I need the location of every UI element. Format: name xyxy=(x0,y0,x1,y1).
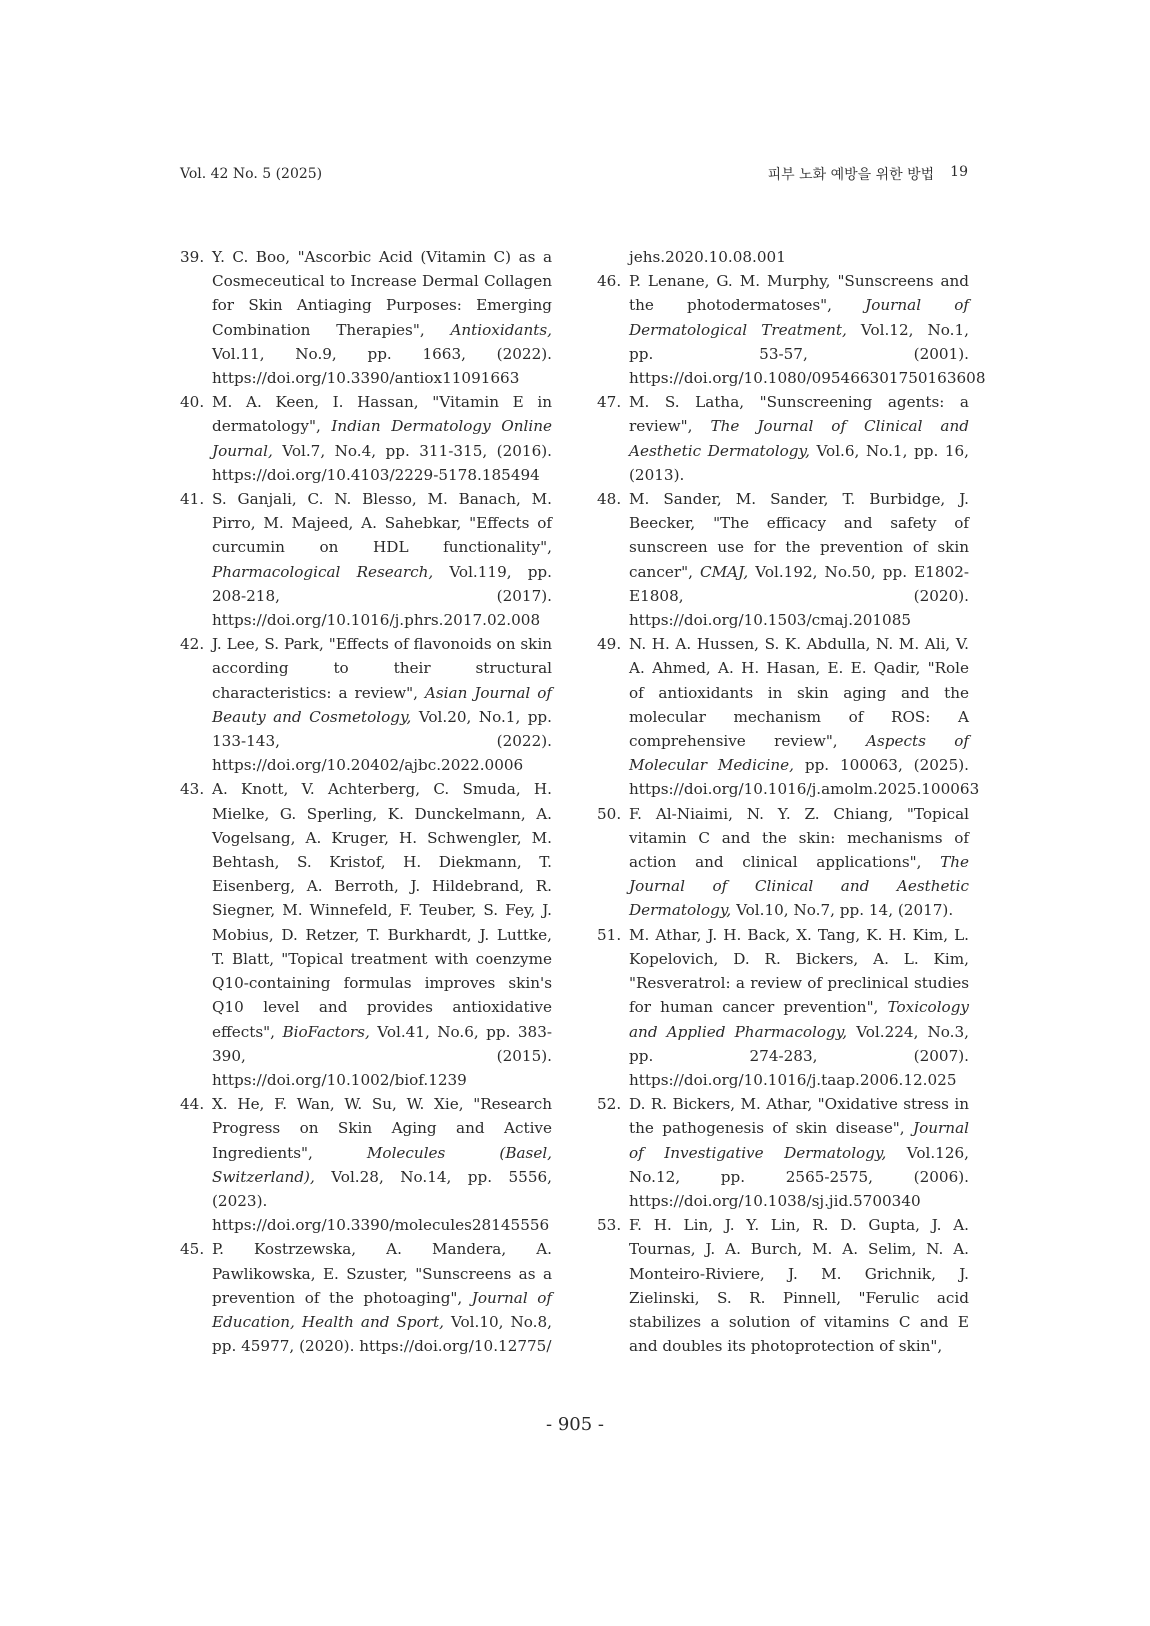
reference-50: 50. F. Al-Niaimi, N. Y. Z. Chiang, "Topical vitamin C and the skin: mechanisms of action and clinical applications", The Journal of Clinical and Aesthetic Dermatology, Vol.10, No.7, pp. 14, (2017). xyxy=(597,804,969,920)
reference-52: 52. D. R. Bickers, M. Athar, "Oxidative stress in the pathogenesis of skin disease", Journal of Investigative Dermatology, Vol.126, No.12, pp. 2565-2575, (2006). https://doi.org/10.1038/sj.jid.5700340 xyxy=(597,1095,969,1210)
reference-47: 47. M. S. Latha, "Sunscreening agents: a review", The Journal of Clinical and Aesthetic Dermatology, Vol.6, No.1, pp. 16, (2013). xyxy=(597,393,969,484)
running-title: 피부 노화 예방을 위한 방법 xyxy=(767,167,935,183)
reference-column-left xyxy=(180,245,552,1358)
reference-44: 44. X. He, F. Wan, W. Su, W. Xie, "Research Progress on Skin Aging and Active Ingredients", Molecules (Basel, Switzerland), Vol.28, No.14, pp. 5556, (2023). https://doi.org/10.3390/molecules28145556 xyxy=(180,1095,553,1235)
reference-41: 41. S. Ganjali, C. N. Blesso, M. Banach, M. Pirro, M. Majeed, A. Sahebkar, "Effects of curcumin on HDL functionality", Pharmacological Research, Vol.119, pp. 208-218, (2017). https://doi.org/10.1016/j.phrs.2017.02.008 xyxy=(180,490,552,630)
reference-49: 49. N. H. A. Hussen, S. K. Abdulla, N. M. Ali, V. A. Ahmed, A. H. Hasan, E. E. Qadir, "Role of antioxidants in skin aging and the molecular mechanism of ROS: A comprehensive review", Aspects of Molecular Medicine, pp. 100063, (2025). https://doi.org/10.1016/j.amolm.2025.100063 xyxy=(597,635,980,799)
reference-48: 48. M. Sander, M. Sander, T. Burbidge, J. Beecker, "The efficacy and safety of sunscreen use for the prevention of skin cancer", CMAJ, Vol.192, No.50, pp. E1802-E1808, (2020). https://doi.org/10.1503/cmaj.201085 xyxy=(597,490,969,630)
reference-51: 51. M. Athar, J. H. Back, X. Tang, K. H. Kim, L. Kopelovich, D. R. Bickers, A. L. Kim, "Resveratrol: a review of preclinical studies for human cancer prevention", Toxicology and Applied Pharmacology, Vol.224, No.3, pp. 274-283, (2007). https://doi.org/10.1016/j.taap.2006.12.025 xyxy=(597,925,969,1089)
reference-39: 39. Y. C. Boo, "Ascorbic Acid (Vitamin C) as a Cosmeceutical to Increase Dermal Collagen for Skin Antiaging Purposes: Emerging Combination Therapies", Antioxidants, Vol.11, No.9, pp. 1663, (2022). https://doi.org/10.3390/antiox11091663 xyxy=(180,248,552,388)
reference-40: 40. M. A. Keen, I. Hassan, "Vitamin E in dermatology", Indian Dermatology Online Journal, Vol.7, No.4, pp. 311-315, (2016). https://doi.org/10.4103/2229-5178.185494 xyxy=(180,393,553,484)
reference-46: 46. P. Lenane, G. M. Murphy, "Sunscreens and the photodermatoses", Journal of Dermatological Treatment, Vol.12, No.1, pp. 53-57, (2001). https://doi.org/10.1080/095466301750163608 xyxy=(597,272,986,388)
reference-45-continued: jehs.2020.10.08.001 xyxy=(629,248,786,266)
reference-42: 42. J. Lee, S. Park, "Effects of flavonoids on skin according to their structural characteristics: a review", Asian Journal of Beauty and Cosmetology, Vol.20, No.1, pp. 133-143, (2022). https://doi.org/10.20402/ajbc.2022.0006 xyxy=(180,635,552,775)
reference-column-right xyxy=(597,245,986,1358)
volume-info: Vol. 42 No. 5 (2025) xyxy=(180,166,323,182)
running-header xyxy=(180,163,968,185)
page-footer-number: - 905 - xyxy=(546,1414,604,1435)
reference-43: 43. A. Knott, V. Achterberg, C. Smuda, H. Mielke, G. Sperling, K. Dunckelmann, A. Vogelsang, A. Kruger, H. Schwengler, M. Behtash, S. Kristof, H. Diekmann, T. Eisenberg, A. Berroth, J. Hildebrand, R. Siegner, M. Winnefeld, F. Teuber, S. Fey, J. Mobius, D. Retzer, T. Burkhardt, J. Luttke, T. Blatt, "Topical treatment with coenzyme Q10-containing formulas improves skin's Q10 level and provides antioxidative effects", BioFactors, Vol.41, No.6, pp. 383-390, (2015). https://doi.org/10.1002/biof.1239 xyxy=(180,780,552,1089)
reference-53: 53. F. H. Lin, J. Y. Lin, R. D. Gupta, J. A. Tournas, J. A. Burch, M. A. Selim, N. A. Monteiro-Riviere, J. M. Grichnik, J. Zielinski, S. R. Pinnell, "Ferulic acid stabilizes a solution of vitamins C and E and doubles its photoprotection of skin", xyxy=(597,1216,969,1356)
header-right xyxy=(768,164,968,184)
reference-45: 45. P. Kostrzewska, A. Mandera, A. Pawlikowska, E. Szuster, "Sunscreens as a prevention of the photoaging", Journal of Education, Health and Sport, Vol.10, No.8, pp. 45977, (2020). https://doi.org/10.12775/ xyxy=(180,1240,552,1356)
header-page-number: 19 xyxy=(950,164,968,180)
